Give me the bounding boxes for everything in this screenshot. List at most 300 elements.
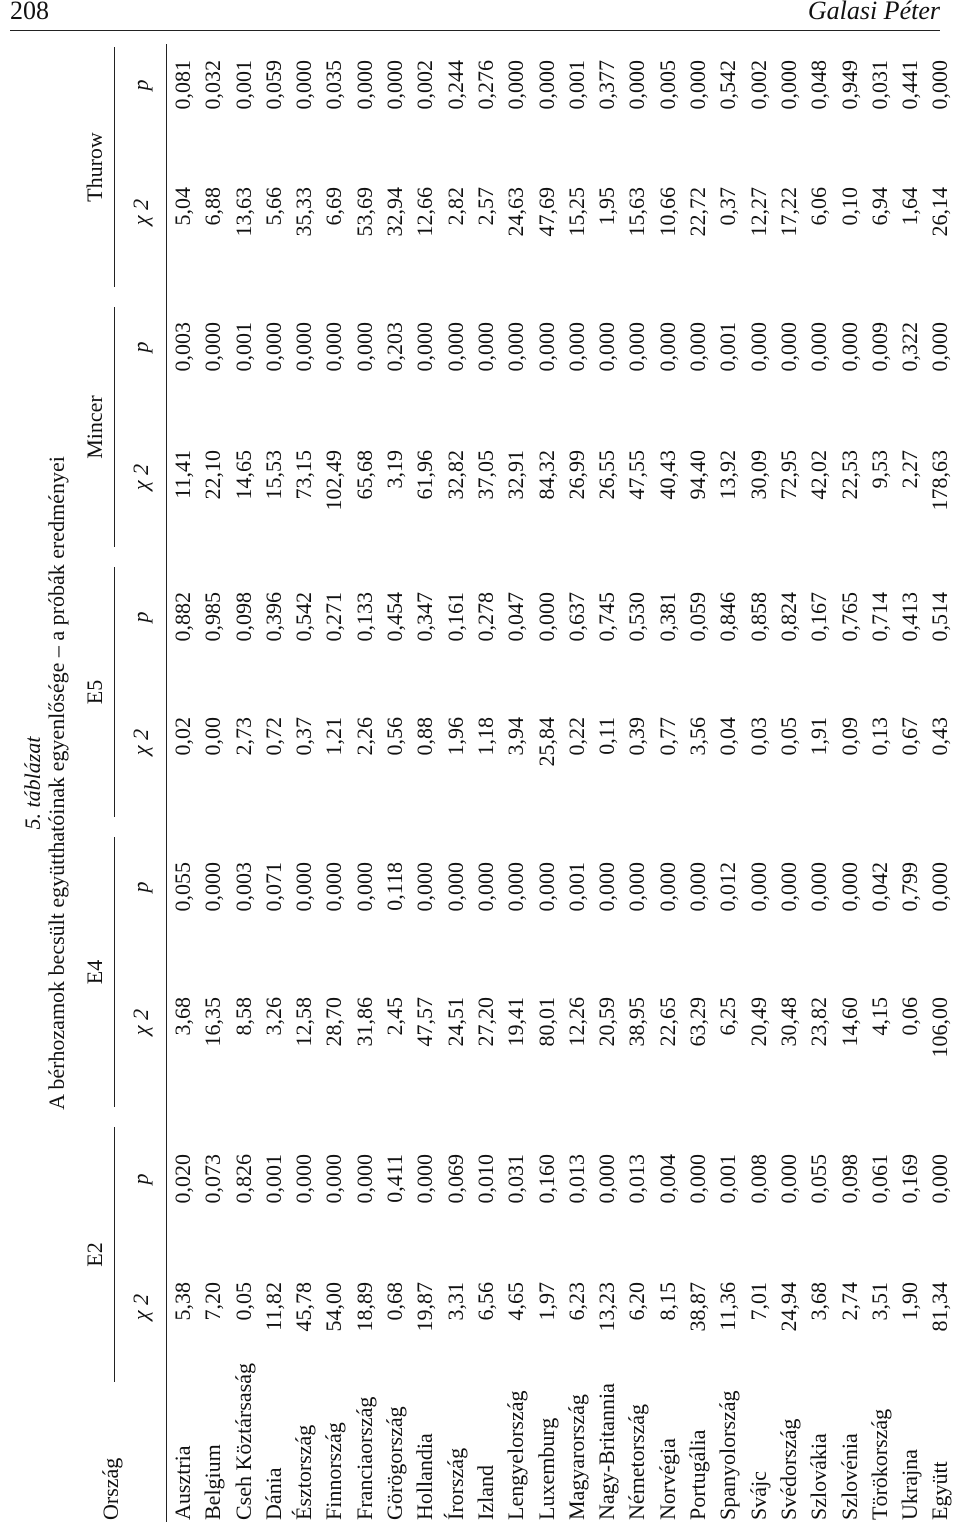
chi2-value: 31,86 (351, 997, 377, 1047)
chi2-value: 2,74 (836, 1282, 862, 1321)
chi2-value: 47,55 (624, 450, 650, 500)
chi2-value: 20,49 (745, 997, 771, 1047)
p-value: 0,000 (533, 60, 559, 110)
chi2-value: 6,56 (472, 1282, 498, 1321)
p-value: 0,000 (412, 1154, 438, 1204)
p-value: 0,048 (806, 60, 832, 110)
chi2-value: 10,66 (654, 187, 680, 237)
chi2-value: 38,87 (685, 1282, 711, 1332)
p-value: 0,059 (685, 592, 711, 642)
p-value: 0,745 (594, 592, 620, 642)
p-value: 0,001 (715, 322, 741, 372)
chi2-value: 6,69 (321, 187, 347, 226)
group-rule-e2 (114, 1127, 115, 1382)
chi2-value: 2,73 (230, 717, 256, 756)
chi2-value: 15,53 (260, 450, 286, 500)
chi2-value: 11,41 (170, 450, 195, 499)
p-value: 0,031 (866, 60, 892, 110)
chi2-value: 6,94 (866, 187, 892, 226)
chi2-value: 11,36 (715, 1282, 741, 1331)
chi2-value: 0,37 (291, 717, 317, 756)
p-value: 0,322 (897, 322, 923, 372)
p-value: 0,276 (472, 60, 498, 110)
chi2-value: 0,00 (200, 717, 226, 756)
table-row (562, 44, 592, 1522)
country-name: Magyarország (563, 1394, 589, 1520)
p-value: 0,161 (442, 592, 468, 642)
chi2-value: 28,70 (321, 997, 347, 1047)
p-value: 0,824 (775, 592, 801, 642)
table-row (683, 44, 713, 1522)
p-value: 0,004 (654, 1154, 680, 1204)
p-value: 0,055 (170, 862, 195, 912)
table-row (804, 44, 834, 1522)
chi2-value: 0,72 (260, 717, 286, 756)
running-head: Galasi Péter (807, 0, 940, 25)
p-value: 0,530 (624, 592, 650, 642)
chi2-value: 27,20 (472, 997, 498, 1047)
chi2-value: 4,15 (866, 997, 892, 1036)
table-row (319, 44, 349, 1522)
p-value: 0,000 (806, 862, 832, 912)
chi2-value: 0,05 (775, 717, 801, 756)
chi2-header: χ 2 (128, 198, 153, 226)
p-value: 0,000 (321, 1154, 347, 1204)
p-value: 0,000 (260, 322, 286, 372)
chi2-value: 7,20 (200, 1282, 226, 1321)
chi2-value: 6,23 (563, 1282, 589, 1321)
chi2-value: 6,06 (806, 187, 832, 226)
country-name: Cseh Köztársaság (230, 1362, 256, 1520)
table-row (471, 44, 501, 1522)
chi2-value: 0,03 (745, 717, 771, 756)
p-value: 0,059 (260, 60, 286, 110)
p-value: 0,396 (260, 592, 286, 642)
chi2-value: 84,32 (533, 450, 559, 500)
p-value: 0,000 (321, 322, 347, 372)
chi2-value: 0,56 (382, 717, 408, 756)
chi2-header: χ 2 (128, 463, 153, 491)
p-value: 0,013 (624, 1154, 650, 1204)
table-row (229, 44, 259, 1522)
chi2-value: 0,10 (836, 187, 862, 226)
p-value: 0,118 (382, 862, 408, 911)
group-header-mincer: Mincer (82, 395, 107, 459)
p-value: 0,001 (230, 322, 256, 372)
p-value: 0,381 (654, 592, 680, 642)
chi2-value: 32,91 (503, 450, 529, 500)
p-value: 0,001 (715, 1154, 741, 1204)
country-name: Törökország (866, 1408, 892, 1520)
p-value: 0,271 (321, 592, 347, 642)
p-value: 0,071 (260, 862, 286, 912)
p-value: 0,000 (563, 322, 589, 372)
p-value: 0,000 (594, 862, 620, 912)
chi2-value: 45,78 (291, 1282, 317, 1332)
p-value: 0,035 (321, 60, 347, 110)
chi2-value: 0,43 (927, 717, 953, 756)
p-value: 0,000 (685, 322, 711, 372)
chi2-value: 2,57 (472, 187, 498, 226)
p-value: 0,000 (472, 862, 498, 912)
p-value: 0,000 (442, 322, 468, 372)
table-body (168, 44, 956, 1522)
chi2-value: 8,15 (654, 1282, 680, 1321)
chi2-value: 3,51 (866, 1282, 892, 1321)
table-row (925, 44, 955, 1522)
p-value: 0,000 (472, 322, 498, 372)
p-value: 0,133 (351, 592, 377, 642)
p-value: 0,160 (533, 1154, 559, 1204)
chi2-value: 102,49 (321, 450, 347, 511)
p-header: p (128, 881, 153, 893)
p-value: 0,000 (927, 1154, 953, 1204)
chi2-value: 47,57 (412, 997, 438, 1047)
chi2-value: 1,90 (897, 1282, 923, 1321)
p-value: 0,542 (291, 592, 317, 642)
p-header: p (128, 341, 153, 353)
chi2-value: 15,25 (563, 187, 589, 237)
chi2-value: 5,04 (170, 187, 195, 226)
chi2-value: 0,09 (836, 717, 862, 756)
country-name: Írország (442, 1447, 468, 1520)
chi2-value: 15,63 (624, 187, 650, 237)
chi2-value: 3,31 (442, 1282, 468, 1321)
chi2-value: 19,41 (503, 997, 529, 1047)
chi2-value: 2,26 (351, 717, 377, 756)
chi2-value: 63,29 (685, 997, 711, 1047)
country-name: Lengyelország (503, 1390, 529, 1520)
group-rule-mincer (114, 307, 115, 547)
p-value: 0,000 (836, 322, 862, 372)
country-column-header: Ország (98, 1457, 123, 1520)
p-value: 0,637 (563, 592, 589, 642)
table-row (622, 44, 652, 1522)
p-value: 0,244 (442, 60, 468, 110)
table-row (713, 44, 743, 1522)
chi2-value: 61,96 (412, 450, 438, 500)
p-value: 0,047 (503, 592, 529, 642)
chi2-value: 0,67 (897, 717, 923, 756)
p-value: 0,055 (806, 1154, 832, 1204)
table-row (259, 44, 289, 1522)
chi2-value: 14,65 (230, 450, 256, 500)
table-row (592, 44, 622, 1522)
country-name: Ukrajna (897, 1449, 923, 1520)
chi2-value: 17,22 (775, 187, 801, 237)
p-value: 0,000 (594, 322, 620, 372)
country-name: Izland (472, 1465, 498, 1520)
chi2-value: 12,26 (563, 997, 589, 1047)
p-value: 0,000 (351, 60, 377, 110)
chi2-value: 11,82 (260, 1282, 286, 1331)
chi2-value: 0,77 (654, 717, 680, 756)
p-value: 0,005 (654, 60, 680, 110)
p-value: 0,714 (866, 592, 892, 642)
country-name: Spanyolország (715, 1390, 741, 1520)
p-value: 0,000 (775, 322, 801, 372)
p-value: 0,000 (321, 862, 347, 912)
country-name: Görögország (382, 1406, 408, 1520)
country-name: Franciaország (351, 1396, 377, 1520)
chi2-value: 16,35 (200, 997, 226, 1047)
chi2-value: 13,23 (594, 1282, 620, 1332)
chi2-value: 30,09 (745, 450, 771, 500)
rotated-table (6, 44, 956, 1522)
chi2-value: 1,91 (806, 717, 832, 756)
chi2-value: 2,82 (442, 187, 468, 226)
chi2-value: 12,58 (291, 997, 317, 1047)
p-value: 0,010 (472, 1154, 498, 1204)
p-value: 0,020 (170, 1154, 195, 1204)
p-value: 0,000 (412, 322, 438, 372)
p-value: 0,000 (654, 862, 680, 912)
page-header (0, 0, 960, 30)
p-value: 0,000 (503, 862, 529, 912)
p-value: 0,411 (382, 1154, 408, 1203)
p-value: 0,347 (412, 592, 438, 642)
p-value: 0,203 (382, 322, 408, 372)
chi2-value: 2,27 (897, 450, 923, 489)
chi2-header: χ 2 (128, 1008, 153, 1036)
p-value: 0,081 (170, 60, 195, 110)
p-value: 0,441 (897, 60, 923, 110)
table-row (865, 44, 895, 1522)
p-value: 0,031 (503, 1154, 529, 1204)
chi2-value: 5,38 (170, 1282, 195, 1321)
country-name: Hollandia (412, 1433, 438, 1520)
chi2-value: 26,14 (927, 187, 953, 237)
chi2-value: 3,68 (806, 1282, 832, 1321)
chi2-value: 94,40 (685, 450, 711, 500)
p-value: 0,061 (866, 1154, 892, 1204)
p-value: 0,003 (230, 862, 256, 912)
chi2-value: 47,69 (533, 187, 559, 237)
chi2-value: 53,69 (351, 187, 377, 237)
chi2-value: 20,59 (594, 997, 620, 1047)
country-name: Belgium (200, 1444, 226, 1520)
p-value: 0,765 (836, 592, 862, 642)
chi2-value: 18,89 (351, 1282, 377, 1332)
p-value: 0,000 (927, 862, 953, 912)
country-name: Németország (624, 1403, 650, 1520)
group-rule-e4 (114, 837, 115, 1107)
p-value: 0,098 (836, 1154, 862, 1204)
table-row (380, 44, 410, 1522)
country-name: Észtország (291, 1424, 317, 1520)
p-value: 0,169 (897, 1154, 923, 1204)
table-row (895, 44, 925, 1522)
p-value: 0,000 (351, 1154, 377, 1204)
chi2-value: 3,68 (170, 997, 195, 1036)
table-row (168, 44, 198, 1522)
chi2-value: 22,10 (200, 450, 226, 500)
page-number: 208 (10, 0, 49, 25)
chi2-value: 12,66 (412, 187, 438, 237)
chi2-value: 0,04 (715, 717, 741, 756)
table-row (198, 44, 228, 1522)
p-value: 0,000 (624, 862, 650, 912)
chi2-value: 73,15 (291, 450, 317, 500)
chi2-value: 42,02 (806, 450, 832, 500)
p-value: 0,032 (200, 60, 226, 110)
chi2-value: 1,97 (533, 1282, 559, 1321)
p-value: 0,000 (382, 60, 408, 110)
p-value: 0,000 (927, 60, 953, 110)
group-header-thurow: Thurow (82, 132, 107, 202)
p-value: 0,000 (503, 60, 529, 110)
chi2-value: 4,65 (503, 1282, 529, 1321)
p-value: 0,000 (533, 862, 559, 912)
p-value: 0,454 (382, 592, 408, 642)
p-value: 0,000 (412, 862, 438, 912)
p-value: 0,000 (351, 862, 377, 912)
country-name: Svédország (775, 1418, 801, 1520)
chi2-value: 80,01 (533, 997, 559, 1047)
p-value: 0,000 (291, 1154, 317, 1204)
p-value: 0,000 (533, 322, 559, 372)
p-header: p (128, 611, 153, 623)
chi2-value: 6,88 (200, 187, 226, 226)
p-value: 0,985 (200, 592, 226, 642)
chi2-value: 0,05 (230, 1282, 256, 1321)
chi2-value: 22,65 (654, 997, 680, 1047)
chi2-value: 24,94 (775, 1282, 801, 1332)
country-name: Finnország (321, 1422, 347, 1520)
p-value: 0,000 (291, 862, 317, 912)
country-name: Ausztria (170, 1445, 195, 1520)
p-value: 0,073 (200, 1154, 226, 1204)
country-name: Nagy-Britannia (594, 1383, 620, 1520)
country-name: Norvégia (654, 1438, 680, 1520)
p-value: 0,000 (351, 322, 377, 372)
table-row (350, 44, 380, 1522)
chi2-value: 13,92 (715, 450, 741, 500)
chi2-value: 12,27 (745, 187, 771, 237)
p-value: 0,278 (472, 592, 498, 642)
table-title: A bérhozamok becsült együtthatóinak egyenlősége – a próbák eredményei (44, 456, 69, 1110)
p-value: 0,008 (745, 1154, 771, 1204)
p-value: 0,000 (745, 322, 771, 372)
country-name: Együtt (927, 1461, 953, 1520)
group-header-e2: E2 (82, 1242, 107, 1267)
country-name: Svájc (745, 1471, 771, 1520)
chi2-value: 0,39 (624, 717, 650, 756)
chi2-value: 37,05 (472, 450, 498, 500)
p-value: 0,042 (866, 862, 892, 912)
chi2-value: 35,33 (291, 187, 317, 237)
chi2-value: 26,55 (594, 450, 620, 500)
p-value: 0,002 (412, 60, 438, 110)
country-name: Luxemburg (533, 1417, 559, 1520)
group-header-e4: E4 (82, 959, 107, 985)
table-row (410, 44, 440, 1522)
chi2-value: 3,56 (685, 717, 711, 756)
chi2-value: 0,22 (563, 717, 589, 756)
chi2-value: 1,18 (472, 717, 498, 756)
p-value: 0,000 (685, 862, 711, 912)
table-row (774, 44, 804, 1522)
chi2-value: 0,13 (866, 717, 892, 756)
chi2-value: 9,53 (866, 450, 892, 489)
header-bottom-rule (166, 44, 167, 1522)
chi2-value: 106,00 (927, 997, 953, 1058)
group-rule-thurow (114, 47, 115, 287)
p-value: 0,001 (563, 862, 589, 912)
p-value: 0,009 (866, 322, 892, 372)
chi2-header: χ 2 (128, 1293, 153, 1321)
p-value: 0,000 (685, 60, 711, 110)
table-row (835, 44, 865, 1522)
p-value: 0,002 (745, 60, 771, 110)
p-value: 0,000 (200, 862, 226, 912)
p-value: 0,000 (775, 60, 801, 110)
chi2-value: 22,53 (836, 450, 862, 500)
p-value: 0,000 (624, 322, 650, 372)
chi2-header: χ 2 (128, 728, 153, 756)
chi2-value: 0,68 (382, 1282, 408, 1321)
chi2-value: 40,43 (654, 450, 680, 500)
chi2-value: 38,95 (624, 997, 650, 1047)
chi2-value: 3,94 (503, 717, 529, 756)
p-value: 0,013 (563, 1154, 589, 1204)
chi2-value: 23,82 (806, 997, 832, 1047)
chi2-value: 81,34 (927, 1282, 953, 1332)
chi2-value: 24,51 (442, 997, 468, 1047)
country-name: Dánia (260, 1467, 286, 1520)
chi2-value: 24,63 (503, 187, 529, 237)
p-value: 0,000 (442, 862, 468, 912)
p-value: 0,001 (260, 1154, 286, 1204)
p-value: 0,413 (897, 592, 923, 642)
p-value: 0,000 (685, 1154, 711, 1204)
chi2-value: 0,02 (170, 717, 195, 756)
p-value: 0,069 (442, 1154, 468, 1204)
table-row (532, 44, 562, 1522)
chi2-value: 32,94 (382, 187, 408, 237)
p-value: 0,000 (836, 862, 862, 912)
country-name: Portugália (685, 1429, 711, 1520)
p-value: 0,167 (806, 592, 832, 642)
p-value: 0,000 (806, 322, 832, 372)
table-row (744, 44, 774, 1522)
table-row (653, 44, 683, 1522)
subheader-row (128, 44, 158, 1522)
p-value: 0,000 (745, 862, 771, 912)
p-header: p (128, 79, 153, 91)
chi2-value: 5,66 (260, 187, 286, 226)
chi2-value: 72,95 (775, 450, 801, 500)
p-value: 0,858 (745, 592, 771, 642)
p-value: 0,949 (836, 60, 862, 110)
table-row (501, 44, 531, 1522)
p-value: 0,000 (503, 322, 529, 372)
p-value: 0,826 (230, 1154, 256, 1204)
p-value: 0,000 (775, 1154, 801, 1204)
chi2-value: 1,96 (442, 717, 468, 756)
p-value: 0,001 (563, 60, 589, 110)
p-value: 0,000 (291, 60, 317, 110)
p-value: 0,377 (594, 60, 620, 110)
p-value: 0,001 (230, 60, 256, 110)
chi2-value: 65,68 (351, 450, 377, 500)
p-value: 0,000 (654, 322, 680, 372)
table-row (441, 44, 471, 1522)
table-row (289, 44, 319, 1522)
p-value: 0,012 (715, 862, 741, 912)
chi2-value: 0,06 (897, 997, 923, 1036)
chi2-value: 14,60 (836, 997, 862, 1047)
